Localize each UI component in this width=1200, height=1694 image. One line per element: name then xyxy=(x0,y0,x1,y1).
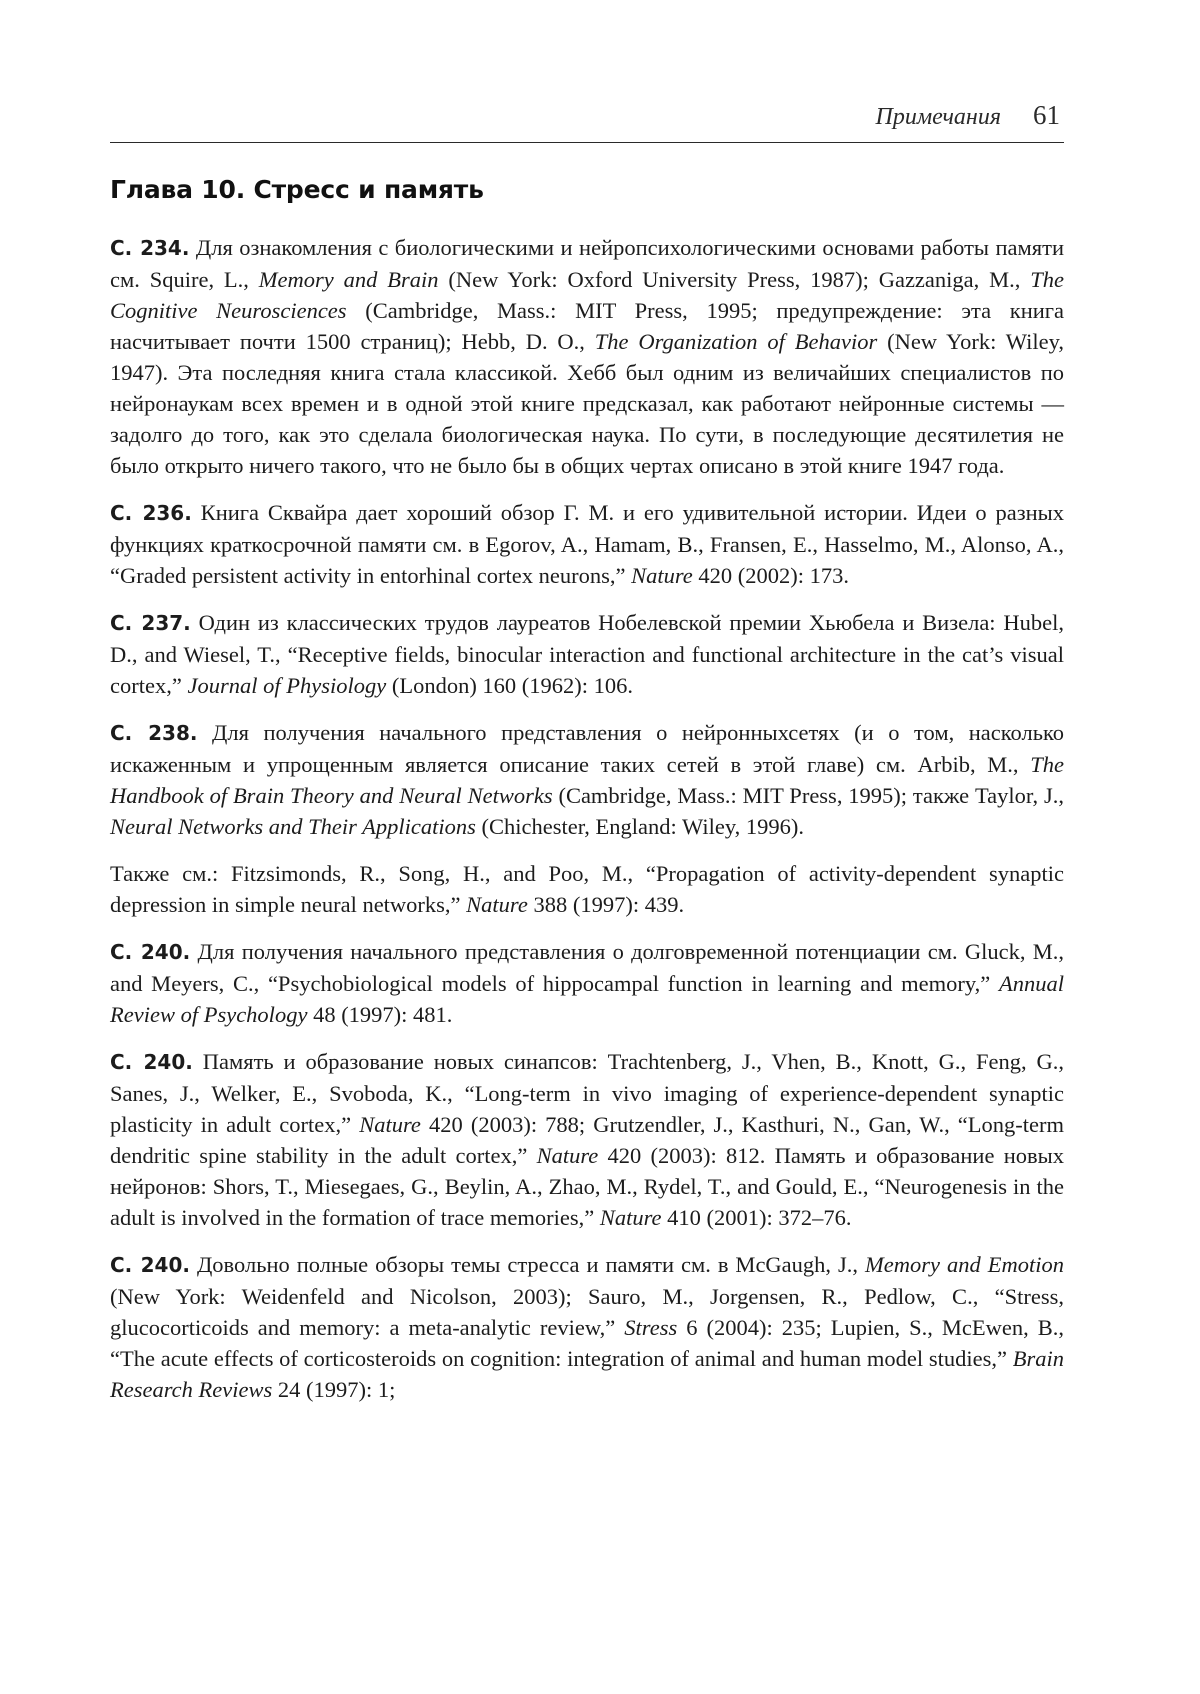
note-text: 410 (2001): 372–76. xyxy=(661,1205,852,1230)
note-citation-title: Nature xyxy=(359,1112,421,1137)
note-page-reference: С. 234. xyxy=(110,236,190,260)
note-citation-title: Journal of Physiology xyxy=(187,673,387,698)
note-citation-title: Stress xyxy=(624,1315,678,1340)
note-paragraph xyxy=(110,717,1064,842)
note-citation-title: Nature xyxy=(466,892,528,917)
note-page-reference: С. 240. xyxy=(110,940,191,964)
note-citation-title: Nature xyxy=(599,1205,662,1230)
note-text: Для ознакомления с биологическими и нейропсихологическими основами работы памяти см. Squire, L., xyxy=(110,235,1064,292)
note-paragraph xyxy=(110,497,1064,591)
note-text: 48 (1997): 481. xyxy=(307,1002,453,1027)
note-paragraph xyxy=(110,1249,1064,1405)
note-text: Книга Сквайра дает хороший обзор Г. М. и его удивительной истории. Идеи о разных функциях краткосрочной памяти см. в Egorov, A., Hamam, B., Fransen, E., Hasselmo, M., Alonso, A., “Graded persistent activity in entorhinal cortex neurons,” xyxy=(110,500,1064,588)
page-number: 61 xyxy=(1033,100,1060,130)
note-text: (New York: Wiley, 1947). Эта последняя книга стала классикой. Хебб был одним из величайших специалистов по нейронаукам всех времен и в одной этой книге предсказал, как работают нейронные системы — задолго до того, как это сделала биологическая наука. По сути, в последующие десятилетия не было открыто ничего такого, что не было бы в общих чертах описано в этой книге 1947 года. xyxy=(110,329,1064,478)
note-text: Один из классических трудов лауреатов Нобелевской премии Хьюбела и Визела: Hubel, D., and Wiesel, T., “Receptive fields, binocular interaction and functional architecture in the cat’s visual cortex,” xyxy=(110,610,1064,698)
note-paragraph xyxy=(110,936,1064,1030)
note-citation-title: Nature xyxy=(536,1143,599,1168)
note-page-reference: С. 237. xyxy=(110,611,191,635)
note-citation-title: The Handbook of Brain Theory and Neural Networks xyxy=(110,752,1064,808)
note-text: Для получения начального представления о долговременной потенциации см. Gluck, M., and Meyers, C., “Psychobiological models of hippocampal function in learning and memory,” xyxy=(110,939,1064,996)
note-citation-title: Memory and Emotion xyxy=(865,1252,1064,1277)
chapter-title: Глава 10. Стресс и память xyxy=(110,175,484,204)
note-text: 388 (1997): 439. xyxy=(527,892,685,917)
note-text: 24 (1997): 1; xyxy=(272,1377,396,1402)
note-paragraph xyxy=(110,232,1064,481)
note-citation-title: The Cognitive Neurosciences xyxy=(110,267,1064,323)
note-citation-title: Annual Review of Psychology xyxy=(110,971,1064,1027)
note-page-reference: С. 238. xyxy=(110,721,198,745)
note-text: 420 (2002): 173. xyxy=(692,563,849,588)
note-text: (Chichester, England: Wiley, 1996). xyxy=(475,814,804,839)
note-text: (New York: Oxford University Press, 1987); Gazzaniga, M., xyxy=(438,267,1031,292)
running-title: Примечания xyxy=(875,104,1001,130)
note-citation-title: Memory and Brain xyxy=(258,267,439,292)
note-text: (Cambridge, Mass.: MIT Press, 1995; предупреждение: эта книга насчитывает почти 1500 страниц); Hebb, D. O., xyxy=(110,298,1065,354)
note-text: Для получения начального представления о нейронныхсетях (и о том, насколько искаженным и упрощенным является описание таких сетей в этой главе) см. Arbib, M., xyxy=(110,720,1065,777)
book-page xyxy=(110,100,1064,1421)
note-text: Довольно полные обзоры темы стресса и памяти см. в McGaugh, J., xyxy=(189,1252,866,1277)
note-page-reference: С. 240. xyxy=(110,1050,193,1074)
note-text: (Cambridge, Mass.: MIT Press, 1995); также Taylor, J., xyxy=(552,783,1064,808)
note-text: 420 (2003): 812. Память и образование новых нейронов: Shors, T., Miesegaes, G., Beylin, A., Zhao, M., Rydel, T., and Gould, E., “Neurogenesis in the adult is involved in the formation of trace memories,” xyxy=(110,1143,1064,1230)
note-citation-title: Brain Research Reviews xyxy=(110,1346,1064,1402)
note-paragraph xyxy=(110,1046,1064,1233)
note-citation-title: Neural Networks and Their Applications xyxy=(110,814,476,839)
note-text: Память и образование новых синапсов: Trachtenberg, J., Vhen, B., Knott, G., Feng, G., Sanes, J., Welker, E., Svoboda, K., “Long-term in vivo imaging of experience-dependent synaptic plasticity in adult cortex,” xyxy=(110,1049,1064,1137)
note-citation-title: Nature xyxy=(631,563,693,588)
note-text: (New York: Weidenfeld and Nicolson, 2003); Sauro, M., Jorgensen, R., Pedlow, C., “Stress, glucocorticoids and memory: a meta-analytic review,” xyxy=(110,1284,1064,1340)
note-text: 6 (2004): 235; Lupien, S., McEwen, B., “The acute effects of corticosteroids on cognition: integration of animal and human model studies,” xyxy=(110,1315,1065,1371)
note-citation-title: The Organization of Behavior xyxy=(594,329,878,354)
note-paragraph xyxy=(110,607,1064,701)
note-paragraph xyxy=(110,858,1064,920)
note-page-reference: С. 240. xyxy=(110,1253,190,1277)
note-text: Также см.: Fitzsimonds, R., Song, H., and Poo, M., “Propagation of activity-dependent synaptic depression in simple neural networks,” xyxy=(110,861,1064,917)
notes-list xyxy=(110,232,1064,1405)
note-text: (London) 160 (1962): 106. xyxy=(386,673,634,698)
note-page-reference: С. 236. xyxy=(110,501,192,525)
note-text: 420 (2003): 788; Grutzendler, J., Kasthuri, N., Gan, W., “Long-term dendritic spine stability in the adult cortex,” xyxy=(110,1112,1064,1168)
running-header xyxy=(110,100,1064,143)
